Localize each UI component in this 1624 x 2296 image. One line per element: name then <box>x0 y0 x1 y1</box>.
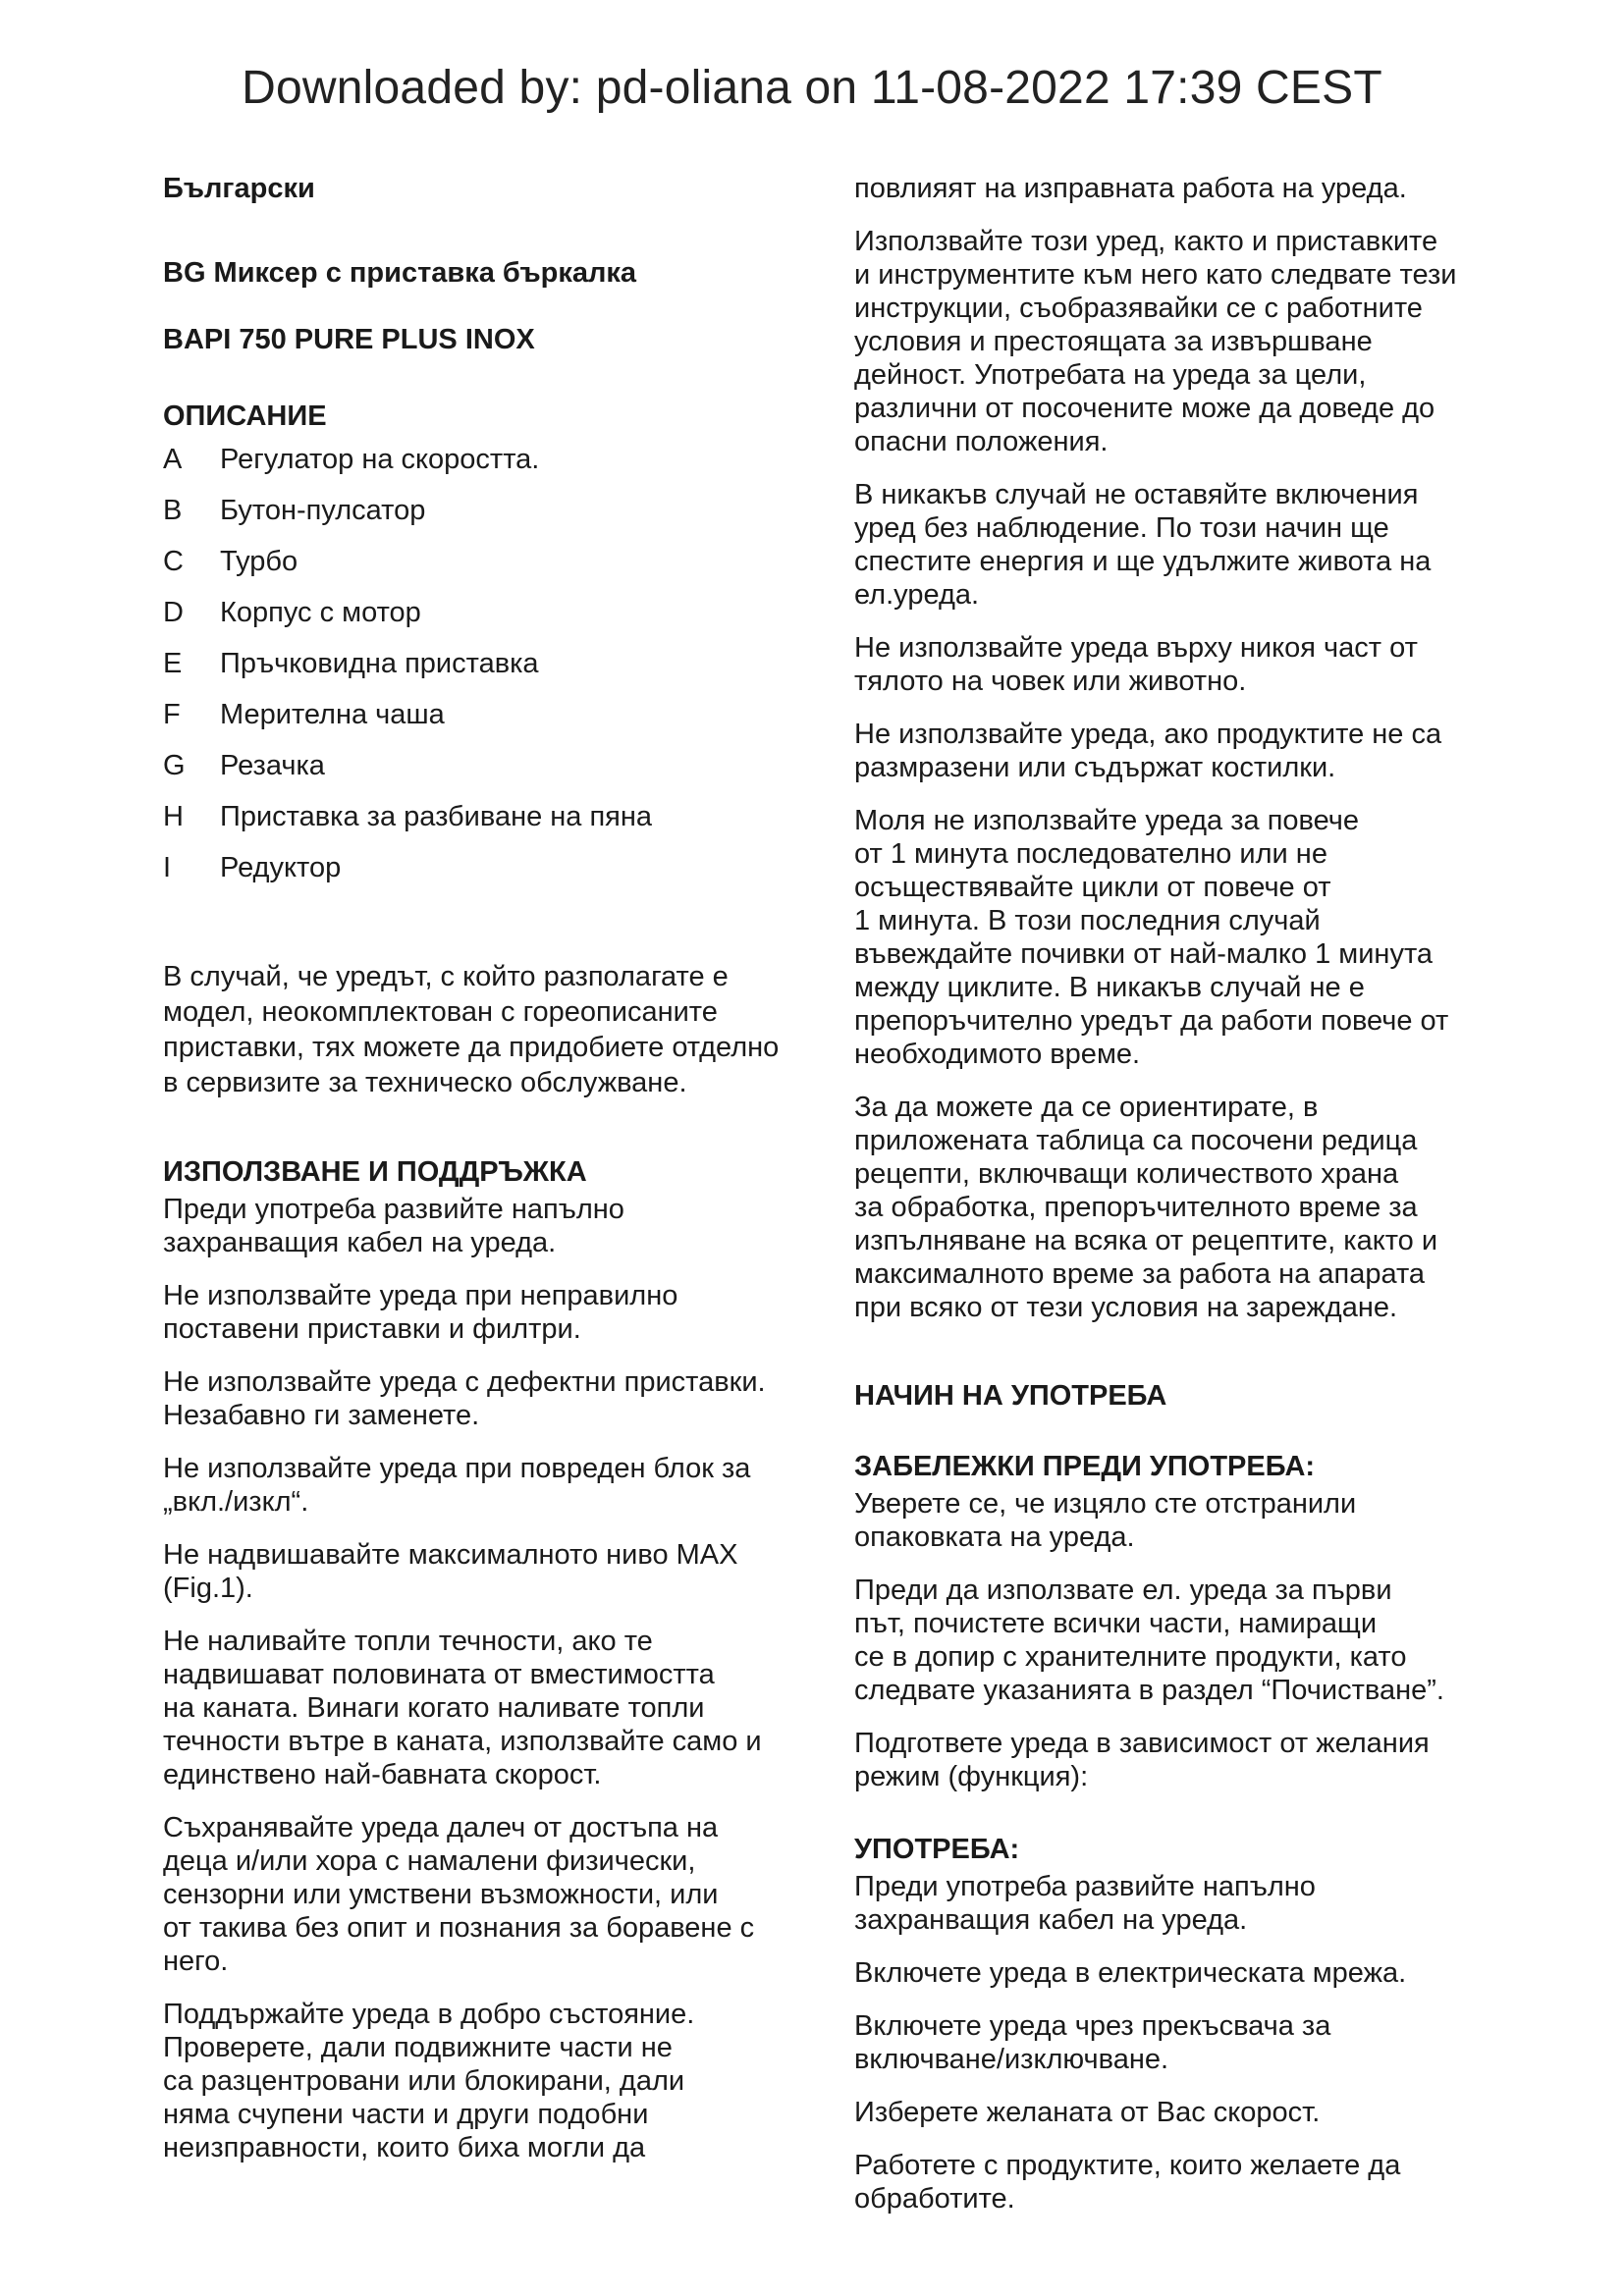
language-heading: Български <box>163 173 315 204</box>
notes-heading: ЗАБЕЛЕЖКИ ПРЕДИ УПОТРЕБА: <box>854 1451 1316 1482</box>
item-text: Мерителна чаша <box>220 699 445 730</box>
notes-paragraph: Уверете се, че изцяло сте отстранили опаковката на уреда. <box>854 1488 1357 1553</box>
item-letter: B <box>163 495 183 526</box>
use-paragraph: Работете с продуктите, които желаете да обработите. <box>854 2150 1401 2215</box>
item-text: Турбо <box>220 546 298 577</box>
usage-paragraph: Съхранявайте уреда далеч от достъпа на деца и/или хора с намалени физически, сензорни или умствени възможности, или от такива без опит и познания за боравене с него. <box>163 1812 755 1977</box>
list-item <box>163 443 811 476</box>
item-text: Приставка за разбиване на пяна <box>220 801 653 832</box>
accessories-note: В случай, че уредът, с който разполагате е модел, неокомплектован с гореописаните приставки, тях можете да придобиете отделно в сервизите за техническо обслужване. <box>163 961 780 1098</box>
list-item <box>163 800 811 833</box>
item-text: Регулатор на скоростта. <box>220 444 540 475</box>
item-letter: E <box>163 648 183 679</box>
item-text: Бутон-пулсатор <box>220 495 426 526</box>
usage-paragraph: Не използвайте уреда с дефектни приставки. Незабавно ги заменете. <box>163 1366 766 1431</box>
usage-paragraph: Не използвайте уреда при повреден блок за „вкл./изкл“. <box>163 1453 751 1518</box>
body-paragraph: повлияят на изправната работа на уреда. <box>854 173 1407 204</box>
use-paragraph: Изберете желаната от Вас скорост. <box>854 2097 1321 2128</box>
instructions-heading: НАЧИН НА УПОТРЕБА <box>854 1380 1167 1412</box>
usage-paragraph: Не надвишавайте максималното ниво MAX (Fig.1). <box>163 1539 738 1604</box>
download-notice: Downloaded by: pd-oliana on 11-08-2022 17:39 CEST <box>242 62 1382 114</box>
item-letter: F <box>163 699 181 730</box>
notes-paragraph: Подгответе уреда в зависимост от желания режим (функция): <box>854 1728 1430 1792</box>
usage-paragraph: Не наливайте топли течности, ако те надвишават половината от вместимостта на каната. Винаги когато наливате топли течности вътре в каната, използвайте само и единствено най-бавната скорост. <box>163 1626 762 1790</box>
body-paragraph: Моля не използвайте уреда за повече от 1 минута последователно или не осъществявайте цикли от повече от 1 минута. В този последния случай въвеждайте почивки от най-малко 1 минута между циклите. В никакъв случай не е препоръчително уредът да работи повече от необходимото време. <box>854 805 1449 1070</box>
list-item <box>163 647 811 680</box>
item-letter: A <box>163 444 183 475</box>
list-item <box>163 749 811 782</box>
description-list <box>163 443 811 884</box>
usage-paragraph: Поддържайте уреда в добро състояние. Проверете, дали подвижните части не са разцентровани или блокирани, дали няма счупени части и други подобни неизправности, които биха могли да <box>163 1999 695 2163</box>
usage-paragraph: Не използвайте уреда при неправилно поставени приставки и филтри. <box>163 1280 678 1345</box>
left-column <box>163 172 811 2164</box>
usage-paragraph: Преди употреба развийте напълно захранващия кабел на уреда. <box>163 1194 624 1258</box>
notes-paragraph: Преди да използвате ел. уреда за първи път, почистете всички части, намиращи се в допир с хранителните продукти, като следвате указанията в раздел “Почистване”. <box>854 1575 1444 1706</box>
item-letter: C <box>163 546 184 577</box>
list-item <box>163 851 811 884</box>
use-paragraph: Включете уреда чрез прекъсвача за включване/изключване. <box>854 2010 1331 2075</box>
list-item <box>163 698 811 731</box>
item-text: Резачка <box>220 750 325 781</box>
item-text: Редуктор <box>220 852 342 883</box>
product-title: BG Миксер с приставка бъркалка <box>163 257 637 289</box>
usage-heading: ИЗПОЛЗВАНЕ И ПОДДРЪЖКА <box>163 1156 587 1188</box>
use-paragraph: Включете уреда в електрическата мрежа. <box>854 1957 1407 1989</box>
use-heading: УПОТРЕБА: <box>854 1834 1020 1865</box>
item-letter: D <box>163 597 184 628</box>
body-paragraph: Не използвайте уреда върху никоя част от тялото на човек или животно. <box>854 632 1418 697</box>
body-paragraph: Използвайте този уред, както и приставките и инструментите към него като следвате тези инструкции, съобразявайки се с работните условия и престоящата за извършване дейност. Употребата на уреда за цели, различни от посочените може да доведе до опасни положения. <box>854 226 1457 457</box>
item-text: Корпус с мотор <box>220 597 421 628</box>
item-letter: H <box>163 801 184 832</box>
description-heading: ОПИСАНИЕ <box>163 400 327 432</box>
body-paragraph: В никакъв случай не оставяйте включения уред без наблюдение. По този начин ще спестите енергия и ще удължите живота на ел.уреда. <box>854 479 1432 611</box>
model-name: BAPI 750 PURE PLUS INOX <box>163 324 535 355</box>
right-column <box>854 172 1492 2216</box>
list-item <box>163 494 811 527</box>
body-paragraph: За да можете да се ориентирате, в приложената таблица са посочени редица рецепти, включващи количеството храна за обработка, препоръчителното време за изпълняване на всяка от рецептите, както и максималното време за работа на апарата при всяко от тези условия на зареждане. <box>854 1092 1438 1323</box>
use-paragraph: Преди употреба развийте напълно захранващия кабел на уреда. <box>854 1871 1316 1936</box>
body-paragraph: Не използвайте уреда, ако продуктите не са размразени или съдържат костилки. <box>854 719 1442 783</box>
item-text: Пръчковидна приставка <box>220 648 539 679</box>
item-letter: I <box>163 852 172 883</box>
list-item <box>163 596 811 629</box>
list-item <box>163 545 811 578</box>
item-letter: G <box>163 750 186 781</box>
